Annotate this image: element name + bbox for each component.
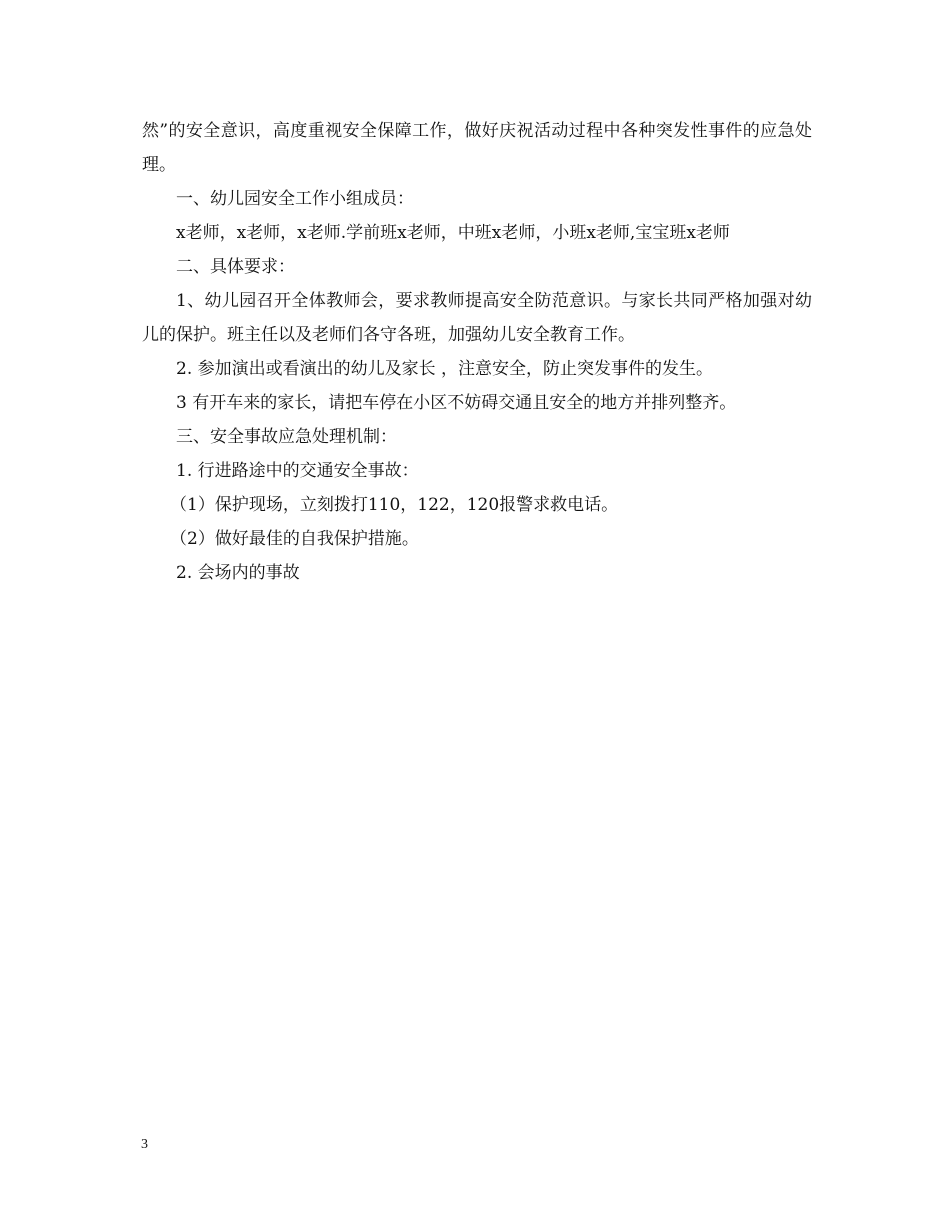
paragraph-traffic-accident: 1. 行进路途中的交通安全事故： <box>176 461 419 481</box>
section-heading-safety-team: 一、幼儿园安全工作小组成员： <box>176 189 414 209</box>
page-number: 3 <box>141 1137 148 1152</box>
paragraph-requirement-3: 3 有开车来的家长，请把车停在小区不妨碍交通且安全的地方并排列整齐。 <box>176 393 737 413</box>
paragraph-protect-scene: （1）保护现场，立刻拨打110，122，120报警求救电话。 <box>170 495 619 515</box>
document-body <box>142 114 812 590</box>
paragraph-self-protection: （2）做好最佳的自我保护措施。 <box>170 529 419 549</box>
paragraph-team-members: x老师，x老师，x老师.学前班x老师，中班x老师，小班x老师,宝宝班x老师 <box>176 223 730 243</box>
paragraph-requirement-1: 1、幼儿园召开全体教师会，要求教师提高安全防范意识。与家长共同严格加强对幼儿的保护。班主任以及老师们各守各班，加强幼儿安全教育工作。 <box>142 291 812 345</box>
paragraph-venue-accident: 2. 会场内的事故 <box>176 563 300 583</box>
paragraph-requirement-2: 2. 参加演出或看演出的幼儿及家长 ，注意安全，防止突发事件的发生。 <box>176 359 714 379</box>
section-heading-emergency: 三、安全事故应急处理机制： <box>176 427 397 447</box>
paragraph-continuation: 然”的安全意识，高度重视安全保障工作，做好庆祝活动过程中各种突发性事件的应急处理。 <box>142 121 812 175</box>
section-heading-requirements: 二、具体要求： <box>176 257 295 277</box>
